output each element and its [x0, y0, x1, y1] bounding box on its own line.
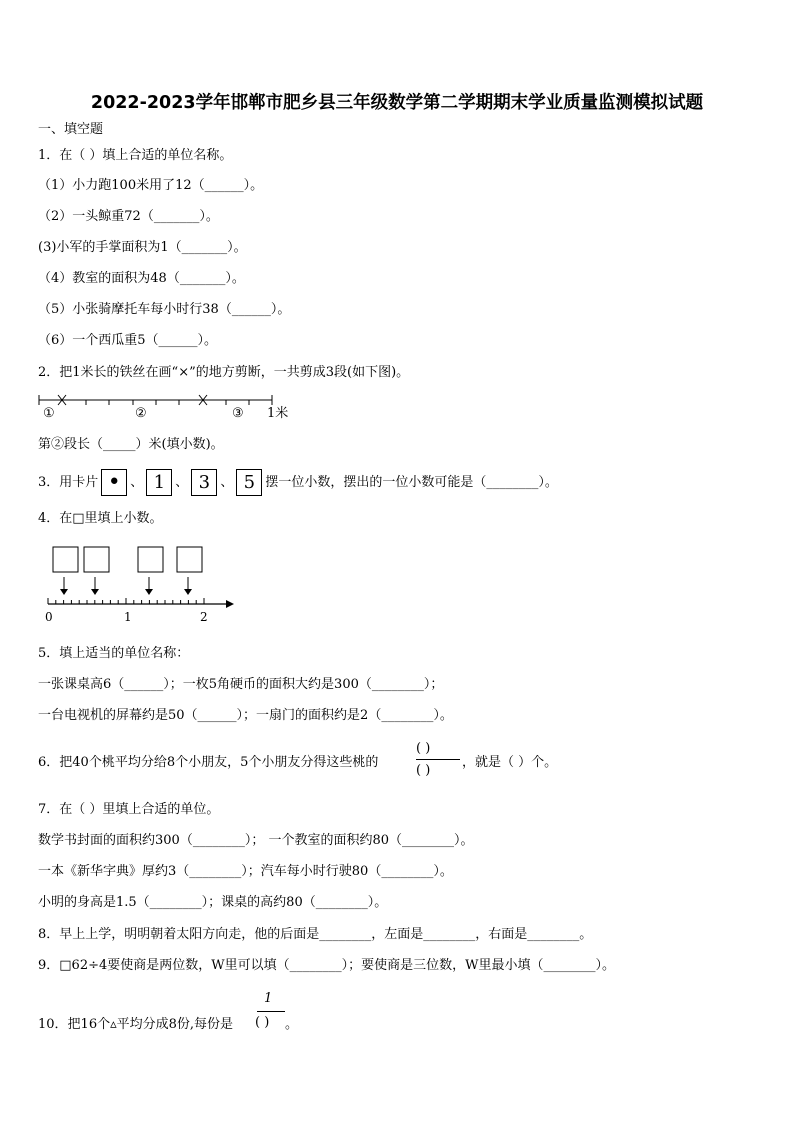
q1-item: （5）小张骑摩托车每小时行38（______）。 — [38, 302, 291, 317]
q1-item: （4）教室的面积为48（_______）。 — [38, 271, 245, 286]
q3-prefix: 3．用卡片 — [38, 475, 99, 490]
q7-line: 数学书封面的面积约300（________）； 一个教室的面积约80（________）。 — [38, 833, 474, 848]
tick-label-2: 2 — [200, 610, 208, 624]
q6-fraction-top: ( ) — [416, 741, 431, 756]
q4-stem: 4．在□里填上小数。 — [38, 511, 163, 526]
segment-label-1: ① — [43, 406, 55, 421]
q2-stem: 2．把1米长的铁丝在画“×”的地方剪断，一共剪成3段(如下图)。 — [38, 365, 410, 380]
card-separator: 、 — [130, 475, 144, 490]
card-separator: 、 — [220, 475, 234, 490]
card-dot: • — [101, 469, 127, 496]
card-five: 5 — [236, 469, 262, 496]
q7-stem: 7．在（ ）里填上合适的单位。 — [38, 802, 220, 817]
segment-label-2: ② — [135, 406, 147, 421]
q3-line — [38, 468, 558, 498]
fraction-bar — [257, 1011, 285, 1012]
q10-fraction-top: 1 — [264, 991, 273, 1006]
card-three: 3 — [191, 469, 217, 496]
q1-item: （6）一个西瓜重5（______）。 — [38, 333, 218, 348]
q10-text: 10．把16个▵平均分成8份,每份是 — [38, 1017, 234, 1032]
section-heading: 一、填空题 — [38, 122, 104, 137]
q1-item: （2）一头鲸重72（_______）。 — [38, 209, 219, 224]
q10-fraction-bottom: ( ) — [255, 1015, 270, 1030]
answer-box — [84, 547, 109, 572]
card-one: 1 — [146, 469, 172, 496]
card-separator: 、 — [175, 475, 189, 490]
q5-line: 一张课桌高6（______）；一枚5角硬币的面积大约是300（________）； — [38, 677, 444, 692]
tick-label-1: 1 — [124, 610, 132, 624]
q7-line: 小明的身高是1.5（________）；课桌的高约80（________）。 — [38, 895, 388, 910]
answer-box — [53, 547, 78, 572]
q9-line: 9．□62÷4要使商是两位数，W里可以填（________）；要使商是三位数，W里最小填（________）。 — [38, 958, 615, 973]
q3-suffix: 摆一位小数，摆出的一位小数可能是（________）。 — [265, 475, 558, 490]
q8-line: 8．早上上学，明明朝着太阳方向走，他的后面是________，左面是________，右面是________。 — [38, 927, 593, 942]
page-title: 2022-2023学年邯郸市肥乡县三年级数学第二学期期末学业质量监测模拟试题 — [90, 93, 704, 113]
q5-line: 一台电视机的屏幕约是50（______）；一扇门的面积约是2（________）。 — [38, 708, 453, 723]
q2-answer-line: 第②段长（_____）米(填小数)。 — [38, 437, 224, 452]
q6-fraction-bottom: ( ) — [416, 763, 431, 778]
fraction-bar — [416, 759, 460, 760]
q6-after: ，就是（ ）个。 — [462, 755, 558, 770]
segment-label-3: ③ — [232, 406, 244, 421]
answer-box — [138, 547, 163, 572]
tick-label-0: 0 — [45, 610, 53, 624]
number-line-diagram — [40, 545, 240, 630]
q5-stem: 5．填上适当的单位名称： — [38, 646, 190, 661]
length-label: 1米 — [267, 406, 289, 421]
q7-line: 一本《新华字典》厚约3（________）；汽车每小时行驶80（________）。 — [38, 864, 453, 879]
q10-end: 。 — [285, 1017, 299, 1032]
wire-diagram — [36, 392, 296, 422]
q1-stem: 1．在（ ）填上合适的单位名称。 — [38, 148, 233, 163]
q1-item: （1）小力跑100米用了12（______）。 — [38, 178, 264, 193]
q6-before: 6．把40个桃平均分给8个小朋友，5个小朋友分得这些桃的 — [38, 755, 379, 770]
answer-box — [177, 547, 202, 572]
q1-item: (3)小军的手掌面积为1（_______）。 — [38, 240, 247, 255]
